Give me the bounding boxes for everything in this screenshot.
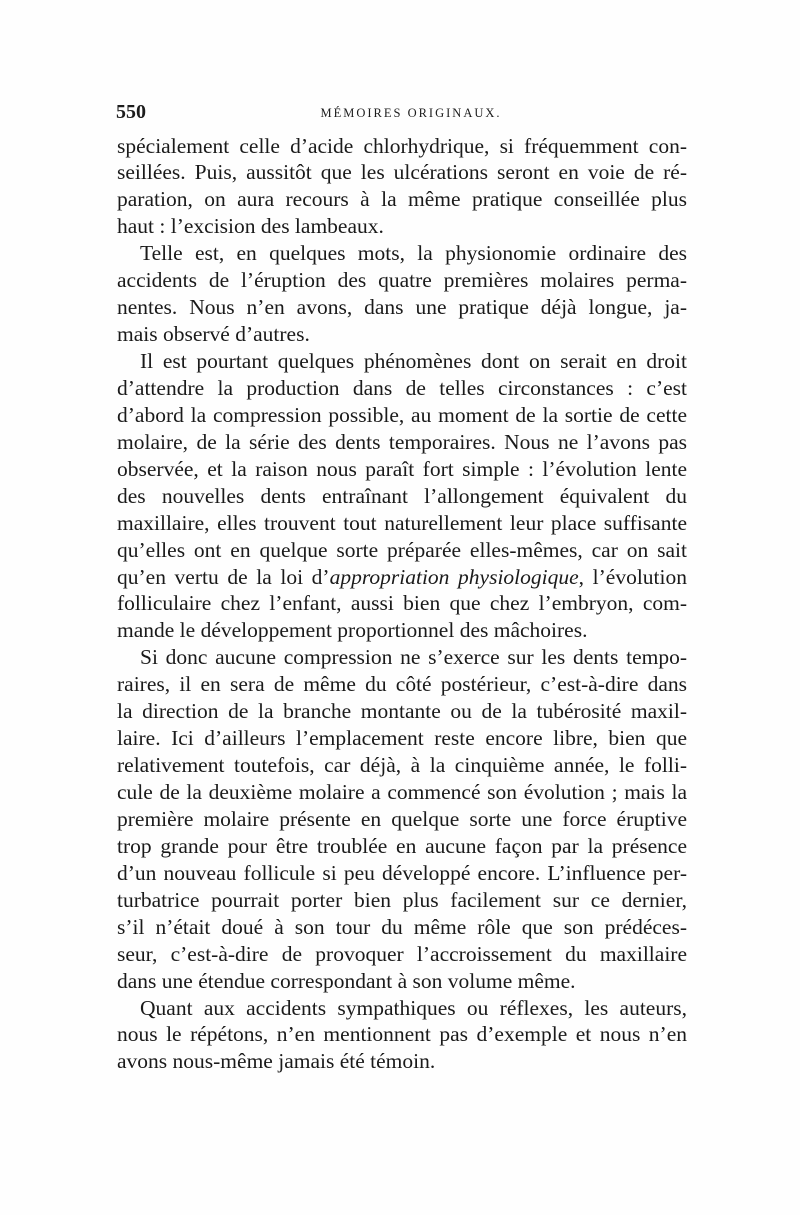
text-line: relativement toutefois, car déjà, à la cinquième année, le folli- xyxy=(117,753,687,778)
text-line: Il est pourtant quelques phénomènes dont on serait en droit xyxy=(140,349,687,373)
text-line: accidents de l’éruption des quatre premières molaires perma- xyxy=(117,268,687,293)
text-line: Si donc aucune compression ne s’exerce sur les dents tempo- xyxy=(140,645,687,670)
text-line: avons nous-même jamais été témoin. xyxy=(117,1049,436,1074)
text-line: dans une étendue correspondant à son volume même. xyxy=(117,968,576,993)
running-head xyxy=(116,100,688,124)
text-line: mande le développement proportionnel des mâchoires. xyxy=(117,618,588,643)
text-line: laire. Ici d’ailleurs l’emplacement reste encore libre, bien que xyxy=(117,726,687,751)
text-line: d’abord la compression possible, au moment de la sortie de cette xyxy=(117,402,687,427)
text-line: Telle est, en quelques mots, la physionomie ordinaire des xyxy=(140,241,687,266)
text-line: seur, c’est-à-dire de provoquer l’accroissement du maxillaire xyxy=(117,941,687,966)
text-line: s’il n’était doué à son tour du même rôle que son prédéces- xyxy=(117,914,687,939)
text-line: molaire, de la série des dents temporaires. Nous ne l’avons pas xyxy=(117,429,687,454)
text-line: haut : l’excision des lambeaux. xyxy=(117,214,384,239)
running-title: MÉMOIRES ORIGINAUX. xyxy=(320,106,502,120)
text-segment: , l’évolution xyxy=(578,564,687,589)
page-number: 550 xyxy=(116,101,146,123)
text-line: cule de la deuxième molaire a commencé son évolution ; mais la xyxy=(117,780,687,804)
paragraph-2 xyxy=(117,240,687,348)
paragraph-4 xyxy=(117,644,687,994)
text-line: turbatrice pourrait porter bien plus facilement sur ce dernier, xyxy=(117,887,687,912)
text-line: seillées. Puis, aussitôt que les ulcérations seront en voie de ré- xyxy=(117,160,687,185)
text-line: spécialement celle d’acide chlorhydrique, si fréquemment con- xyxy=(117,133,687,158)
text-line: Quant aux accidents sympathiques ou réflexes, les auteurs, xyxy=(140,995,687,1020)
text-line: mais observé d’autres. xyxy=(117,322,310,347)
paragraph-3 xyxy=(117,348,687,644)
paragraph-5 xyxy=(117,995,687,1076)
text-line: observée, et la raison nous paraît fort simple : l’évolution lente xyxy=(117,456,687,481)
text-line: maxillaire, elles trouvent tout naturellement leur place suffisante xyxy=(117,510,687,535)
text-line: qu’elles ont en quelque sorte préparée elles-mêmes, car on sait xyxy=(117,537,687,562)
text-line: d’attendre la production dans de telles circonstances : c’est xyxy=(117,375,687,400)
text-line: folliculaire chez l’enfant, aussi bien que chez l’embryon, com- xyxy=(117,591,687,616)
text-line: paration, on aura recours à la même pratique conseillée plus xyxy=(117,187,687,212)
text-line: nentes. Nous n’en avons, dans une pratique déjà longue, ja- xyxy=(117,295,687,320)
text-line: trop grande pour être troublée en aucune façon par la présence xyxy=(117,833,687,858)
text-line-with-italic xyxy=(117,564,687,591)
paragraph-1 xyxy=(117,133,687,241)
text-line: raires, il en sera de même du côté postérieur, c’est-à-dire dans xyxy=(117,672,687,697)
text-line: première molaire présente en quelque sorte une force éruptive xyxy=(117,806,687,831)
text-segment: qu’en vertu de la loi d’ xyxy=(117,564,330,589)
text-line: la direction de la branche montante ou de la tubérosité maxil- xyxy=(117,699,687,724)
text-line: nous le répétons, n’en mentionnent pas d’exemple et nous n’en xyxy=(117,1022,687,1047)
body-text xyxy=(117,133,687,1076)
italic-term: appropriation physiologique xyxy=(329,564,579,589)
text-line: d’un nouveau follicule si peu développé encore. L’influence per- xyxy=(117,860,687,885)
text-line: des nouvelles dents entraînant l’allongement équivalent du xyxy=(117,483,687,508)
